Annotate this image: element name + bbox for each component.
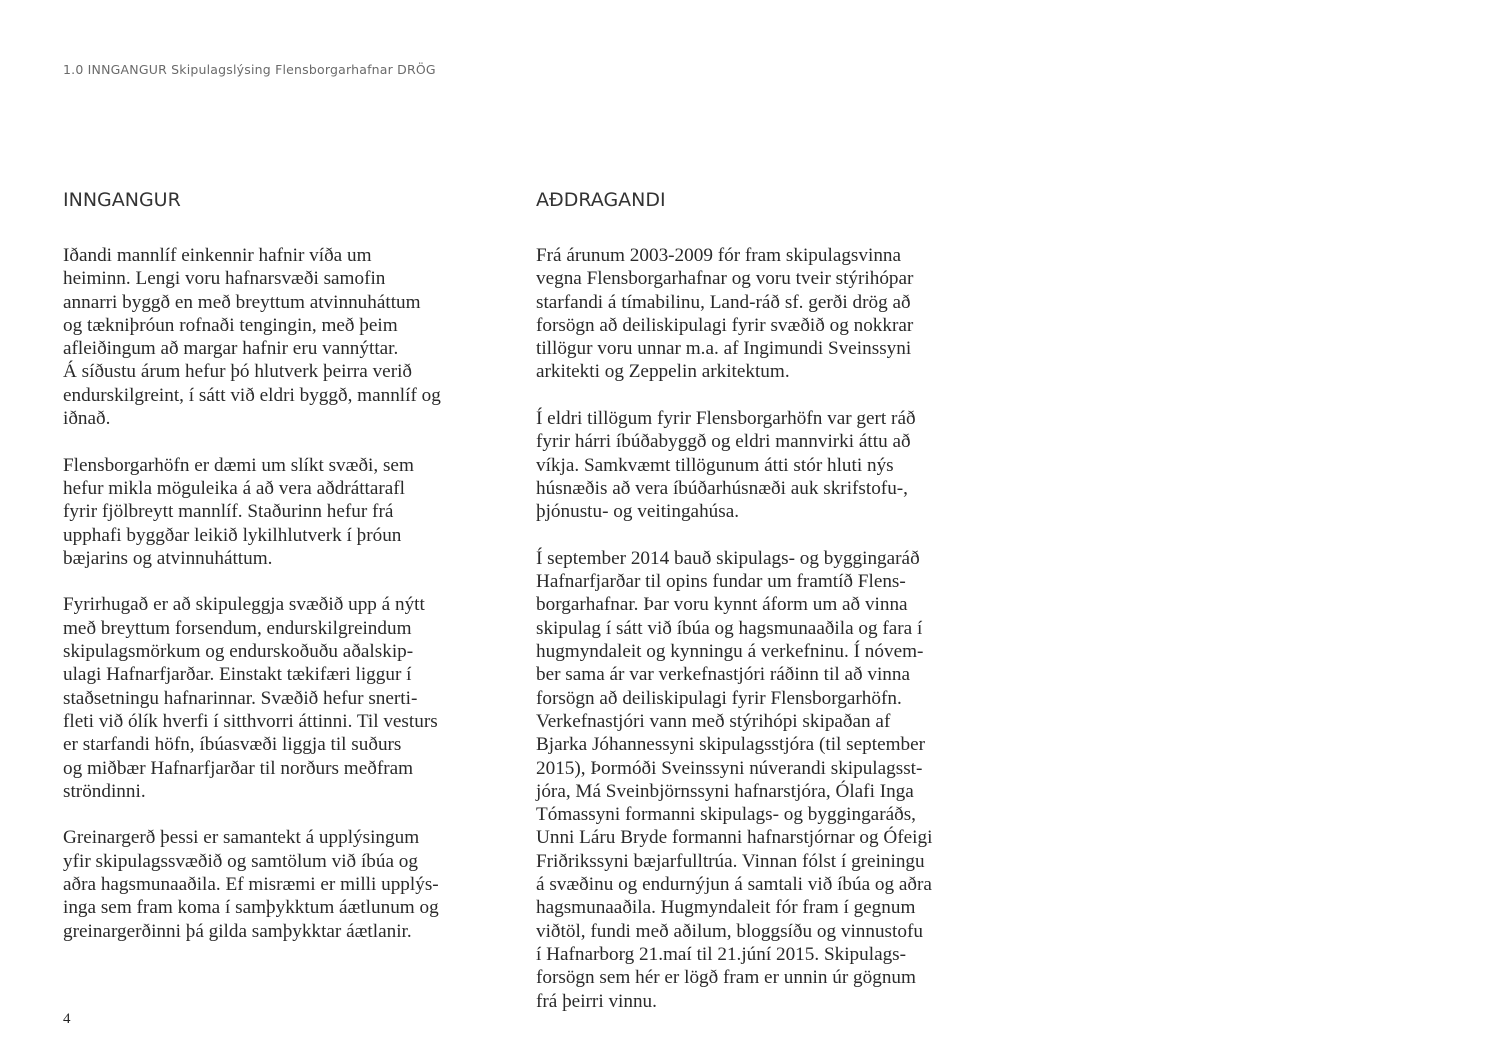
text-line: Á síðustu árum hefur þó hlutverk þeirra verið [63,361,413,383]
text-line: víkja. Samkvæmt tillögunum átti stór hluti nýs [536,454,894,476]
text-line: ströndinni. [63,780,146,802]
text-line: heiminn. Lengi voru hafnarsvæði samofin [63,268,386,290]
text-line: forsögn sem hér er lögð fram er unnin úr gögnum [536,967,916,989]
paragraph [63,593,441,803]
text-line: á svæðinu og endurnýjun á samtali við íbúa og aðra [536,874,932,896]
text-line: borgarhafnar. Þar voru kynnt áform um að vinna [536,594,908,616]
text-line: fyrir fjölbreytt mannlíf. Staðurinn hefur frá [63,501,394,523]
text-line: með breyttum forsendum, endurskilgreindum [63,617,412,639]
text-line: Greinargerð þessi er samantekt á upplýsingum [63,827,420,849]
section-heading-addragandi: AÐDRAGANDI [536,189,666,211]
text-line: Flensborgarhöfn er dæmi um slíkt svæði, sem [63,454,414,476]
text-line: Friðrikssyni bæjarfulltrúa. Vinnan fólst í greiningu [536,850,925,872]
text-line: Frá árunum 2003-2009 fór fram skipulagsvinna [536,245,902,266]
text-line: fyrir hárri íbúðabyggð og eldri mannvirki áttu að [536,431,911,453]
text-line: viðtöl, fundi með aðilum, bloggsíðu og vinnustofu [536,920,923,942]
running-header: 1.0 INNGANGUR Skipulagslýsing Flensborgarhafnar DRÖG [63,62,436,77]
text-line: húsnæðis að vera íbúðarhúsnæði auk skrifstofu-, [536,477,908,499]
text-line: ulagi Hafnarfjarðar. Einstakt tækifæri liggur í [63,664,412,686]
text-line: Fyrirhugað er að skipuleggja svæðið upp á nýtt [63,594,425,616]
text-line: afleiðingum að margar hafnir eru vannýttar. [63,338,399,360]
text-line: bæjarins og atvinnuháttum. [63,547,273,569]
body-column-inngangur [63,244,441,966]
text-line: staðsetningu hafnarinnar. Svæðið hefur snerti- [63,687,418,709]
text-line: hugmyndaleit og kynningu á verkefninu. Í nóvem- [536,641,924,663]
text-line: Verkefnastjóri vann með stýrihópi skipaðan af [536,710,891,732]
text-line: og tækniþróun rofnaði tengingin, með þeim [63,314,398,336]
paragraph [536,547,932,1013]
text-line: tillögur voru unnar m.a. af Ingimundi Sveinssyni [536,338,912,360]
text-line: er starfandi höfn, íbúasvæði liggja til suðurs [63,734,402,756]
text-line: arkitekti og Zeppelin arkitektum. [536,361,790,383]
text-line: ber sama ár var verkefnastjóri ráðinn til að vinna [536,664,911,686]
text-line: starfandi á tímabilinu, Land-ráð sf. gerði drög að [536,291,911,313]
text-line: þjónustu- og veitingahúsa. [536,501,740,523]
text-line: 2015), Þormóði Sveinssyni núverandi skipulagsst- [536,757,923,779]
page-number: 4 [63,1011,71,1027]
paragraph [536,244,932,384]
text-line: inga sem fram koma í samþykktum áætlunum og [63,897,439,919]
text-line: fleti við ólík hverfi í sitthvorri áttinni. Til vesturs [63,710,438,732]
text-line: hagsmunaaðila. Hugmyndaleit fór fram í gegnum [536,897,916,919]
text-line: í Hafnarborg 21.maí til 21.júní 2015. Skipulags- [536,943,907,965]
text-line: vegna Flensborgarhafnar og voru tveir stýrihópar [536,268,914,290]
text-line: endurskilgreint, í sátt við eldri byggð, mannlíf og [63,384,441,406]
text-line: Í eldri tillögum fyrir Flensborgarhöfn var gert ráð [536,408,916,430]
text-line: jóra, Má Sveinbjörnssyni hafnarstjóra, Ólafi Inga [536,780,914,802]
text-line: Iðandi mannlíf einkennir hafnir víða um [63,245,372,266]
text-line: Í september 2014 bauð skipulags- og byggingaráð [536,547,920,569]
text-line: Hafnarfjarðar til opins fundar um framtíð Flens- [536,571,906,593]
text-line: forsögn að deiliskipulagi fyrir Flensborgarhöfn. [536,687,902,709]
paragraph [63,244,441,430]
text-line: yfir skipulagssvæðið og samtölum við íbúa og [63,850,418,872]
text-line: hefur mikla möguleika á að vera aðdráttarafl [63,477,406,499]
paragraph [63,826,441,942]
text-line: Unni Láru Bryde formanni hafnarstjórnar og Ófeigi [536,827,933,849]
text-line: greinargerðinni þá gilda samþykktar áætlanir. [63,920,412,942]
text-line: Bjarka Jóhannessyni skipulagsstjóra (til september [536,734,926,756]
text-line: frá þeirri vinnu. [536,990,657,1012]
text-line: upphafi byggðar leikið lykilhlutverk í þróun [63,524,402,546]
text-line: og miðbær Hafnarfjarðar til norðurs meðfram [63,757,414,779]
section-heading-inngangur: INNGANGUR [63,189,181,211]
text-line: skipulag í sátt við íbúa og hagsmunaaðila og fara í [536,617,923,639]
text-line: forsögn að deiliskipulagi fyrir svæðið og nokkrar [536,314,914,336]
body-column-addragandi [536,244,932,1036]
text-line: skipulagsmörkum og endurskoðuðu aðalskip- [63,641,414,663]
text-line: Tómassyni formanni skipulags- og byggingaráðs, [536,804,916,826]
text-line: annarri byggð en með breyttum atvinnuháttum [63,291,421,313]
paragraph [536,407,932,523]
paragraph [63,454,441,570]
text-line: iðnað. [63,408,111,430]
text-line: aðra hagsmunaaðila. Ef misræmi er milli upplýs- [63,874,439,896]
